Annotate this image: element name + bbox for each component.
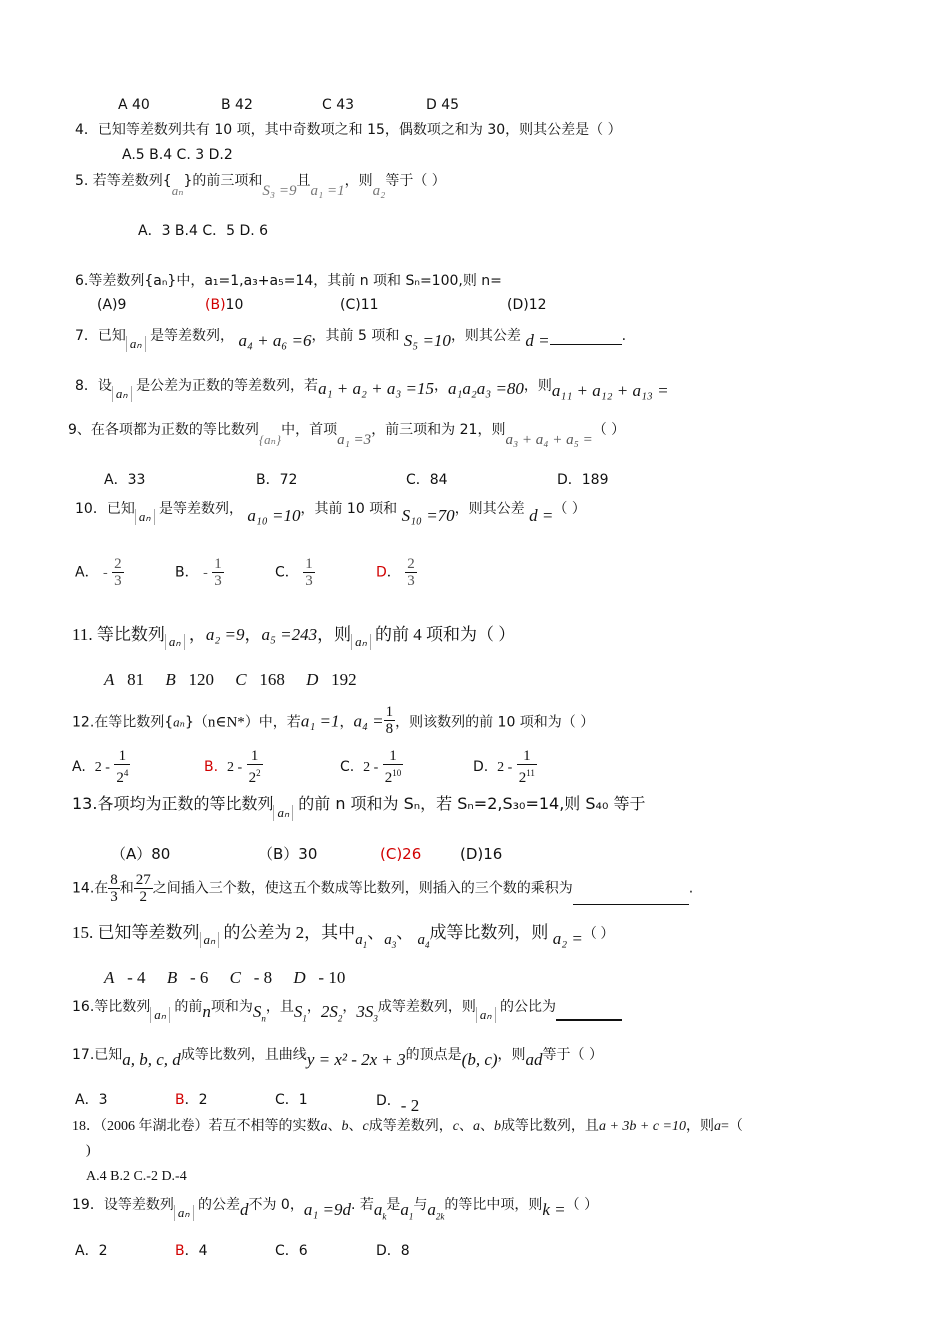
- q18-options: A.4 B.2 C.-2 D.-4: [86, 1169, 187, 1184]
- q11-stem: 11. 等比数列 aₙ ，a₂ =9，a₅ =243，则 aₙ 的前 4 项和为（ ）: [72, 625, 516, 649]
- q14-answer-blank[interactable]: [573, 890, 689, 905]
- q17-option-d: D．- 2: [376, 1093, 420, 1115]
- q14-stem: 14.在 $\frac{8}{3}$ 和 $\frac{27}{2}$ 之间插入三个数，使这五个数成等比数列，则插入的三个数的乘积为 .: [72, 872, 694, 905]
- q12-stem: 12.在等比数列{aₙ}（n∈N*）中，若a₁ =1，a₄ = $\frac{1}{8}$ ，则该数列的前 10 项和为（ ）: [72, 704, 595, 737]
- q9-stem: 9、在各项都为正数的等比数列{aₙ}中，首项a₁ =3，前三项和为 21，则a₃ + a₄ + a₅ =（ ）: [68, 422, 626, 448]
- q19-option-d: D．8: [376, 1243, 410, 1259]
- q4-text: 4．已知等差数列共有 10 项，其中奇数项之和 15，偶数项之和为 30，则其公差是（ ）: [75, 122, 622, 138]
- q6-option-b: (B)10: [205, 297, 244, 313]
- q10-stem: 10．已知 aₙ 是等差数列， a₁₀ =10，其前 10 项和 S₁₀ =70，则其公差 d =（ ）: [75, 501, 586, 525]
- q3-option-d: D 45: [426, 97, 460, 113]
- q15-stem: 15. 已知等差数列 aₙ 的公差为 2，其中$a_1$、$a_3$、 $a_4$成等比数列，则 a₂ =（ ）: [72, 923, 615, 950]
- q13-stem: 13.各项均为正数的等比数列 aₙ 的前 n 项和为 Sₙ，若 Sₙ=2,S₃₀=14,则 S₄₀ 等于: [72, 794, 646, 820]
- q17-stem: 17.已知a, b, c, d成等比数列，且曲线y = x² - 2x + 3的顶点是(b, c)，则ad等于（ ）: [72, 1047, 603, 1069]
- q16-answer-blank[interactable]: [556, 1005, 622, 1021]
- q3-option-b: B 42: [221, 97, 253, 113]
- q12-option-b: B. 2 - $\frac{1}{2^2}$: [204, 748, 261, 786]
- q10-option-c: C． $\frac{1}{3}$: [275, 556, 313, 589]
- q6-option-a: (A)9: [97, 297, 127, 313]
- q9-option-c: C．84: [406, 472, 448, 488]
- q12-option-c: C. 2 - $\frac{1}{2^{10}}$: [340, 748, 402, 786]
- q19-stem: 19．设等差数列 aₙ 的公差d不为 0，a₁ =9d. 若$a_k$是$a_1$与$a_{2k}$的等比中项，则k =（ ）: [72, 1197, 599, 1222]
- q9-option-d: D．189: [557, 472, 609, 488]
- q19-option-b: B．4: [175, 1243, 208, 1259]
- q17-option-b: B．2: [175, 1092, 208, 1108]
- q4-options: A.5 B.4 C. 3 D.2: [122, 147, 233, 163]
- q13-option-a: （A）80: [111, 845, 171, 863]
- q17-option-a: A．3: [75, 1092, 108, 1108]
- q6-text: 6.等差数列{aₙ}中，a₁=1,a₃+a₅=14，其前 n 项和 Sₙ=100,则 n=: [75, 273, 502, 289]
- q8-stem: 8．设 aₙ 是公差为正数的等差数列，若a₁ + a₂ + a₃ =15，a₁a₂a₃ =80，则a₁₁ + a₁₂ + a₁₃ =: [75, 378, 669, 401]
- q12-option-d: D. 2 - $\frac{1}{2^{11}}$: [473, 748, 535, 786]
- q16-stem: 16.等比数列 aₙ 的前n项和为$S_n$，且$S_1$，$2S_2$，$3S_3$成等差数列，则 aₙ 的公比为: [72, 997, 622, 1021]
- q6-option-d: (D)12: [507, 297, 547, 313]
- q15-options: A - 4 B - 6 C - 8 D - 10: [104, 968, 346, 987]
- q9-option-a: A．33: [104, 472, 146, 488]
- q3-option-a: A 40: [118, 97, 150, 113]
- q9-option-b: B．72: [256, 472, 298, 488]
- q10-option-a: A． - $\frac{2}{3}$: [75, 556, 122, 589]
- q17-option-c: C．1: [275, 1092, 308, 1108]
- q18-stem-cont: ): [86, 1143, 91, 1158]
- q13-option-c: (C)26: [380, 845, 422, 863]
- q7-stem: 7．已知 aₙ 是等差数列， a₄ + a₆ =6，其前 5 项和 S₅ =10，则其公差 d = .: [75, 328, 627, 351]
- q12-option-a: A. 2 - $\frac{1}{2^4}$: [72, 748, 129, 786]
- q19-option-a: A．2: [75, 1243, 108, 1259]
- q19-option-c: C．6: [275, 1243, 308, 1259]
- q13-option-d: (D)16: [460, 845, 503, 863]
- q18-stem: 18．（2006 年湖北卷）若互不相等的实数a、b、c成等差数列，c、a、b成等比数列，且a + 3b + c =10，则a=（: [72, 1119, 743, 1134]
- q5-stem: 5. 若等差数列{aₙ}的前三项和S₃ =9且a₁ =1，则a₂等于（ ）: [75, 173, 446, 199]
- q11-options: A 81 B 120 C 168 D 192: [104, 670, 357, 689]
- q10-option-b: B． - $\frac{1}{3}$: [175, 556, 222, 589]
- q13-option-b: （B）30: [258, 845, 318, 863]
- q10-option-d: D． $\frac{2}{3}$: [376, 556, 415, 589]
- q5-options: A．3 B.4 C．5 D. 6: [138, 223, 269, 239]
- q3-option-c: C 43: [322, 97, 355, 113]
- q7-answer-blank[interactable]: [550, 330, 622, 345]
- q6-option-c: (C)11: [340, 297, 379, 313]
